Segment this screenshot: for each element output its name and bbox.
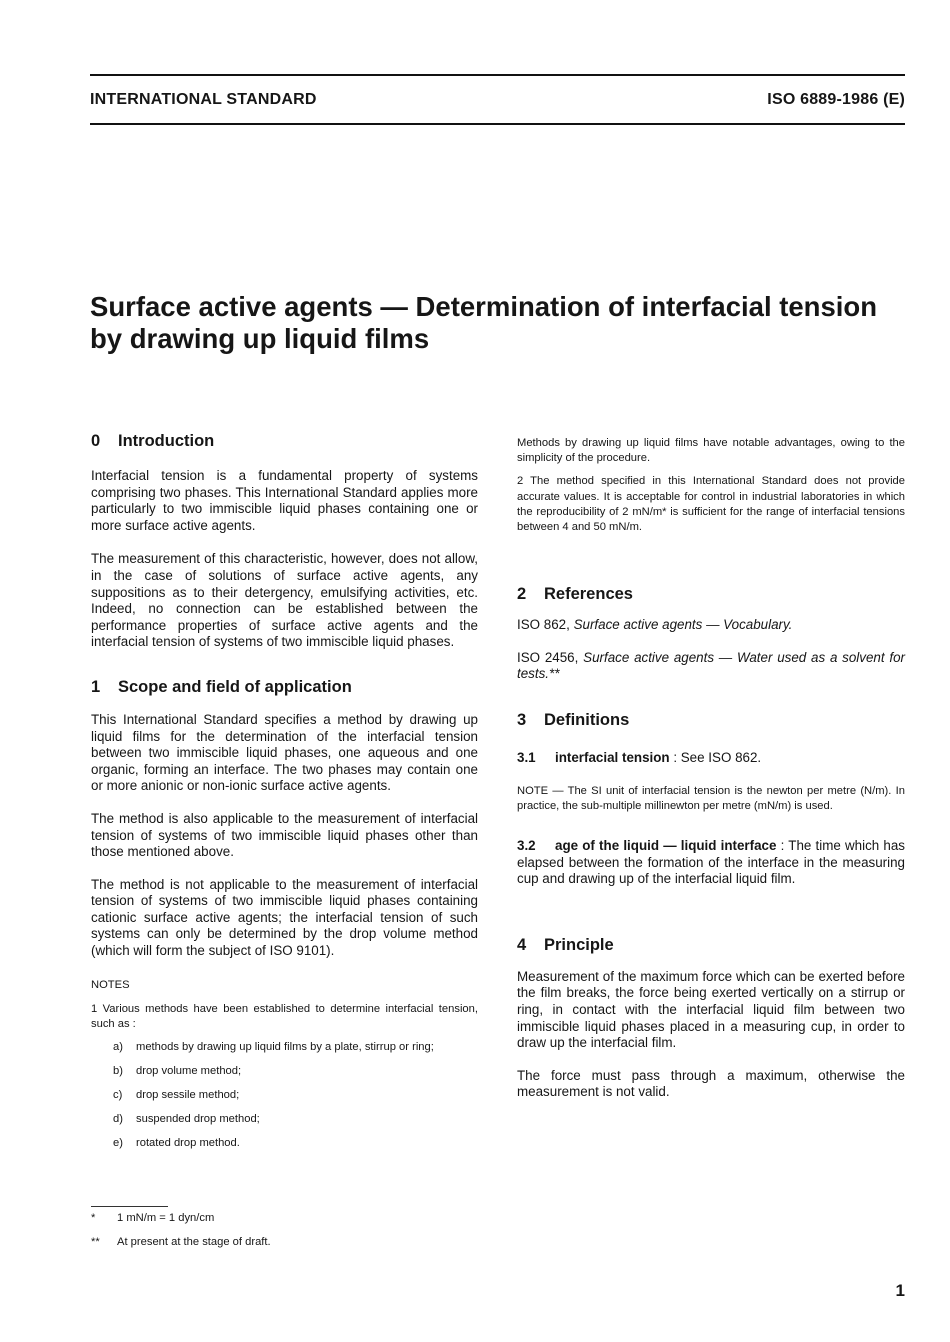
reference-title: Surface active agents — Vocabulary. <box>573 617 793 633</box>
section-title: Principle <box>544 935 614 954</box>
document-title: Surface active agents — Determination of interfacial tension by drawing up liquid films <box>90 291 878 354</box>
list-text: rotated drop method. <box>136 1137 240 1150</box>
footnote-mark: * <box>91 1212 96 1224</box>
left-column <box>91 430 478 1160</box>
reference-code: ISO 862, <box>517 617 574 633</box>
definition-term: interfacial tension <box>555 750 670 765</box>
intro-paragraph: Interfacial tension is a fundamental property of systems comprising two phases. This International Standard applies more particularly to two immiscible liquid phases containing one or more surface active agents. <box>91 468 478 533</box>
list-letter: c) <box>113 1089 123 1102</box>
definition-number: 3.2 <box>517 838 536 853</box>
footnote-text: At present at the stage of draft. <box>117 1236 271 1248</box>
list-letter: d) <box>113 1113 123 1126</box>
section-title: References <box>544 585 633 604</box>
section-number: 1 <box>91 677 101 696</box>
reference-item <box>517 650 905 683</box>
header-bottom-rule <box>90 123 905 125</box>
definition-number: 3.1 <box>517 750 536 765</box>
note-1: 1 Various methods have been established to determine interfacial tension, such as : <box>91 1002 478 1031</box>
document-type: INTERNATIONAL STANDARD <box>90 91 317 108</box>
section-title: Introduction <box>118 432 215 450</box>
footnote-rule <box>91 1206 168 1207</box>
section-2-heading <box>517 583 905 605</box>
reference-item <box>517 617 905 634</box>
list-item <box>91 1112 478 1136</box>
right-column <box>517 436 905 1101</box>
notes-heading: NOTES <box>91 978 130 991</box>
footnote <box>91 1235 271 1249</box>
definitions-note: NOTE — The SI unit of interfacial tension is the newton per metre (N/m). In practice, the sub-multiple millinewton per metre (mN/m) is used. <box>517 784 905 812</box>
definition-term: age of the liquid — liquid interface <box>555 838 777 853</box>
section-title: Scope and field of application <box>118 677 352 696</box>
section-title: Definitions <box>544 711 630 729</box>
reference-title: Surface active agents — Water used as a solvent for tests.** <box>517 649 905 682</box>
definition-3-2 <box>517 838 905 888</box>
note-1-continued: Methods by drawing up liquid films have notable advantages, owing to the simplicity of the procedure. <box>517 437 905 465</box>
section-number: 4 <box>517 935 527 954</box>
section-1-heading <box>91 676 478 698</box>
list-text: drop sessile method; <box>136 1089 240 1102</box>
scope-paragraph: This International Standard specifies a method by drawing up liquid films for the determination of the interfacial tension between two immiscible liquid phases, one aqueous and one organic, forming an interface. The two phases may contain one or more anionic or non-ionic surface active agents. <box>91 711 478 794</box>
section-number: 0 <box>91 432 101 450</box>
list-letter: b) <box>113 1065 123 1078</box>
list-item <box>91 1136 478 1160</box>
principle-paragraph: Measurement of the maximum force which can be exerted before the film breaks, the force being exerted vertically on a stirrup or ring, in contact with the interfacial liquid film between two immiscible liquid phases placed in a measuring cup, in order to draw up the interfacial film. <box>517 968 905 1051</box>
definition-3-1 <box>517 750 905 767</box>
definition-text: : See ISO 862. <box>669 750 762 765</box>
footnote <box>91 1211 214 1225</box>
principle-paragraph: The force must pass through a maximum, otherwise the measurement is not valid. <box>517 1067 905 1100</box>
header-top-rule <box>90 74 905 76</box>
section-4-heading <box>517 934 905 956</box>
reference-code: ISO 2456, <box>517 649 584 665</box>
list-item <box>91 1088 478 1112</box>
standard-number: ISO 6889-1986 (E) <box>767 91 905 108</box>
scope-paragraph: The method is also applicable to the measurement of interfacial tension of systems of two immiscible liquid phases other than those mentioned above. <box>91 810 478 860</box>
footnote-text: 1 mN/m = 1 dyn/cm <box>117 1212 215 1224</box>
section-3-heading <box>517 709 905 731</box>
methods-list <box>91 1040 478 1160</box>
intro-paragraph: The measurement of this characteristic, however, does not allow, in the case of solutions of surface active agents, any suppositions as to their detergency, emulsifying activities, etc. Indeed, no connection can be established between the performance properties of surface active agents and the interfacial tension of systems of two immiscible liquid phases. <box>91 551 478 650</box>
footnote-mark: ** <box>91 1236 100 1248</box>
list-text: methods by drawing up liquid films by a plate, stirrup or ring; <box>136 1041 434 1054</box>
note-2: 2 The method specified in this International Standard does not provide accurate values. It is acceptable for control in industrial laboratories in which the reproducibility of 2 mN/m* is sufficient for the range of interfacial tensions between 4 and 50 mN/m. <box>517 475 905 534</box>
list-letter: a) <box>113 1041 123 1054</box>
section-number: 3 <box>517 711 527 729</box>
list-text: drop volume method; <box>136 1065 242 1078</box>
list-letter: e) <box>113 1137 123 1150</box>
list-item <box>91 1064 478 1088</box>
list-item <box>91 1040 478 1064</box>
section-0-heading <box>91 430 478 452</box>
definition-text: : The time which has elapsed between the formation of the interface in the measuring cup and drawing up of the interfacial liquid film. <box>517 838 905 887</box>
scope-paragraph: The method is not applicable to the measurement of interfacial tension of systems of two immiscible liquid phases containing cationic surface active agents; the interfacial tension of such systems can only be determined by the drop volume method (which will form the subject of ISO 9101). <box>91 876 478 959</box>
list-text: suspended drop method; <box>136 1113 260 1126</box>
page-number: 1 <box>895 1281 905 1300</box>
section-number: 2 <box>517 585 527 604</box>
